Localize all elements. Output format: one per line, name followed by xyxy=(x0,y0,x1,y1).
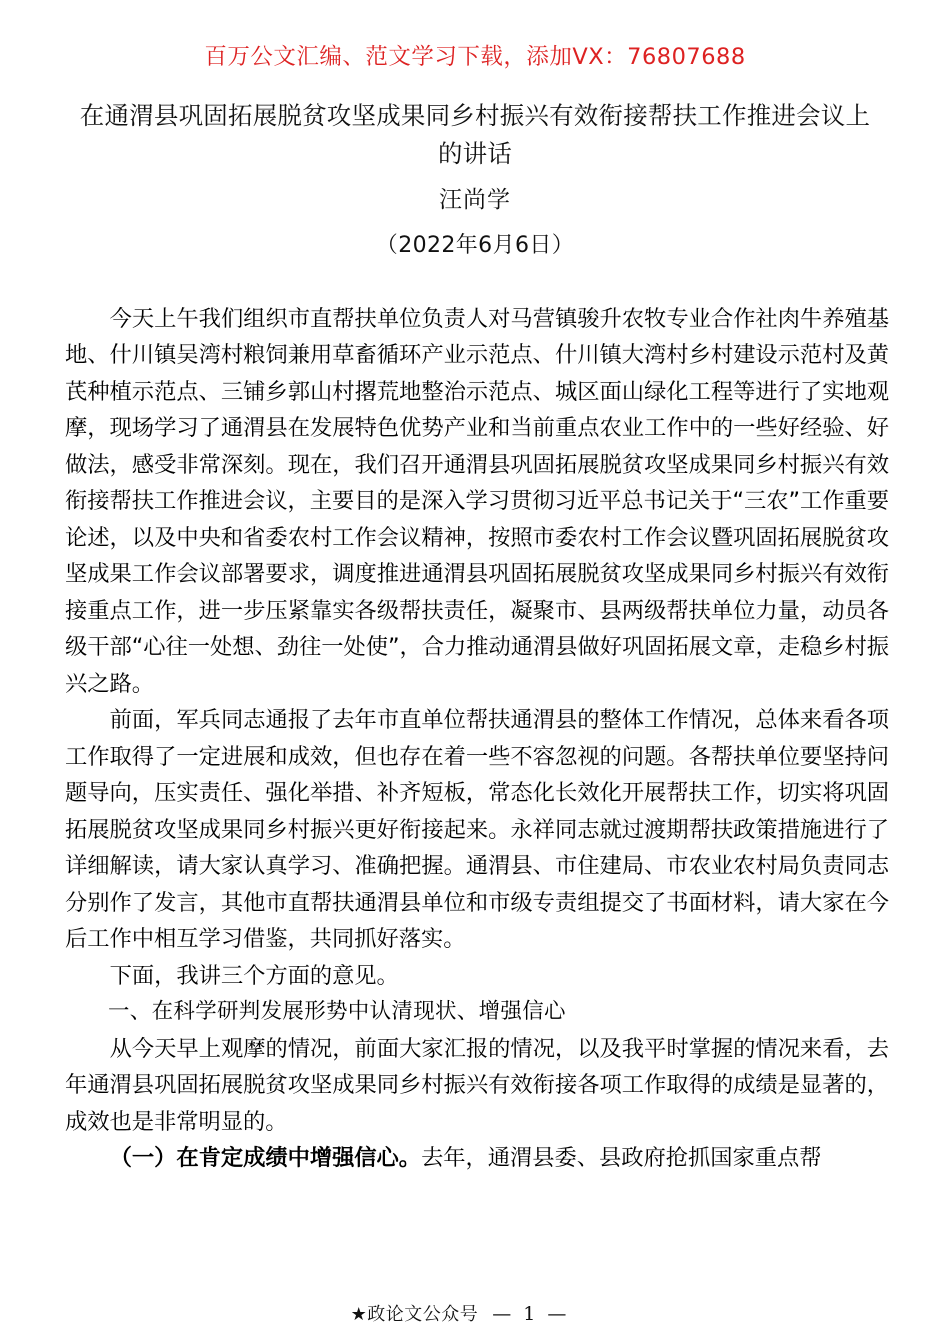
subsection-paragraph-text: 去年，通渭县委、县政府抢抓国家重点帮 xyxy=(421,1145,822,1172)
footer-inner xyxy=(351,1300,570,1326)
body-paragraph: 前面，军兵同志通报了去年市直单位帮扶通渭县的整体工作情况，总体来看各项工作取得了一定进展和成效，但也存在着一些不容忽视的问题。各帮扶单位要坚持问题导向，压实责任、强化举措、补齐短板，常态化长效化开展帮扶工作，切实将巩固拓展脱贫攻坚成果同乡村振兴更好衔接起来。永祥同志就过渡期帮扶政策措施进行了详细解读，请大家认真学习、准确把握。通渭县、市住建局、市农业农村局负责同志分别作了发言，其他市直帮扶通渭县单位和市级专责组提交了书面材料，请大家在今后工作中相互学习借鉴，共同抓好落实。 xyxy=(65,707,889,953)
footer-page-number: — 1 — xyxy=(492,1303,570,1325)
document-date: （2022年6月6日） xyxy=(375,232,575,258)
subsection-heading-label: （一）在肯定成绩中增强信心。 xyxy=(109,1145,422,1172)
footer-brand-mark: ★政论文公众号 xyxy=(350,1304,479,1325)
page-title: 在通渭县巩固拓展脱贫攻坚成果同乡村振兴有效衔接帮扶工作推进会议上的讲话 xyxy=(79,101,871,168)
document-author: 汪尚学 xyxy=(439,186,511,213)
document-body xyxy=(61,301,889,1177)
body-paragraph: 从今天早上观摩的情况，前面大家汇报的情况，以及我平时掌握的情况来看，去年通渭县巩固拓展脱贫攻坚成果同乡村振兴有效衔接各项工作取得的成绩是显著的，成效也是非常明显的。 xyxy=(65,1035,889,1135)
promo-banner-text: 百万公文汇编、范文学习下载，添加VX：76807688 xyxy=(204,44,746,70)
page-footer xyxy=(0,1300,950,1326)
body-paragraph: 今天上午我们组织市直帮扶单位负责人对马营镇骏升农牧专业合作社肉牛养殖基地、什川镇吴湾村粮饲兼用草畜循环产业示范点、什川镇大湾村乡村建设示范村及黄芪种植示范点、三铺乡郭山村撂荒地整治示范点、城区面山绿化工程等进行了实地观摩，现场学习了通渭县在发展特色优势产业和当前重点农业工作中的一些好经验、好做法，感受非常深刻。现在，我们召开通渭县巩固拓展脱贫攻坚成果同乡村振兴有效衔接帮扶工作推进会议，主要目的是深入学习贯彻习近平总书记关于“三农”工作重要论述，以及中央和省委农村工作会议精神，按照市委农村工作会议暨巩固拓展脱贫攻坚成果工作会议部署要求，调度推进通渭县巩固拓展脱贫攻坚成果同乡村振兴有效衔接重点工作，进一步压紧靠实各级帮扶责任，凝聚市、县两级帮扶单位力量，动员各级干部“心往一处想、劲往一处使”，合力推动通渭县做好巩固拓展文章，走稳乡村振兴之路。 xyxy=(65,305,889,697)
section-heading-1: 一、在科学研判发展形势中认清现状、增强信心 xyxy=(108,999,566,1025)
body-paragraph: 下面，我讲三个方面的意见。 xyxy=(109,962,399,989)
subsection-paragraph xyxy=(65,1140,889,1177)
